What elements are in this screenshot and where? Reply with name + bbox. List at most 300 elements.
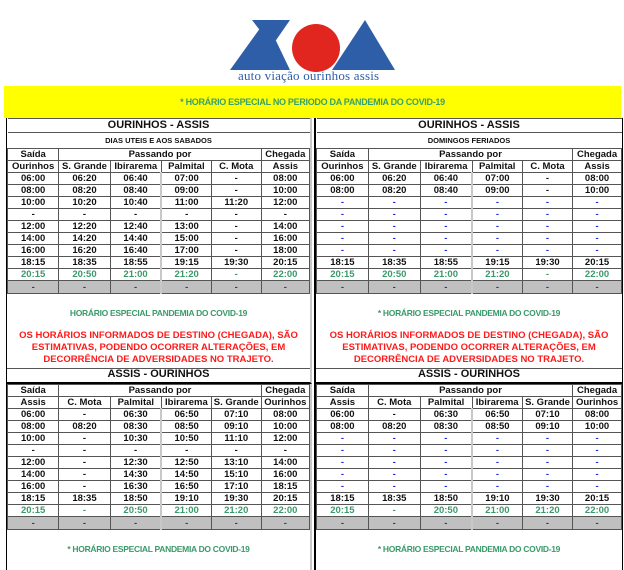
time-cell: 08:20 [368,421,420,433]
table-row [8,493,310,505]
time-cell: - [522,269,572,281]
service-days: DOMINGOS FERIADOS [317,133,622,149]
bottom-note-left [6,530,312,570]
service-days: DIAS UTEIS E AOS SABADOS [8,133,310,149]
time-cell: - [522,221,572,233]
time-cell: 13:10 [211,457,261,469]
time-cell: 20:15 [317,269,369,281]
table-row [317,409,622,421]
time-cell: - [573,281,622,294]
time-cell: 20:15 [261,493,309,505]
stop-header: Ourinhos [317,161,369,173]
time-cell: 06:30 [420,409,472,421]
time-cell: 10:00 [573,421,622,433]
time-cell: 18:50 [110,493,161,505]
time-cell: 21:20 [472,269,522,281]
stop-header: Assis [8,397,59,409]
time-cell: 10:50 [161,433,211,445]
table-row [317,433,622,445]
time-cell: - [161,445,211,457]
time-cell: 18:35 [368,493,420,505]
time-cell: 21:20 [522,505,572,517]
time-cell: 11:00 [161,197,211,209]
time-cell: - [573,433,622,445]
time-cell: - [317,233,369,245]
schedule-assis-ourinhos-weekdays [6,384,312,530]
time-cell: - [420,457,472,469]
time-cell: 09:10 [522,421,572,433]
time-cell: - [420,481,472,493]
time-cell: 10:00 [573,185,622,197]
table-row [8,457,310,469]
time-cell: 12:50 [161,457,211,469]
time-cell: - [522,245,572,257]
time-cell: 13:00 [161,221,211,233]
via-header: Passando por [59,385,261,397]
time-cell: 10:00 [261,421,309,433]
time-cell: - [261,209,309,221]
time-cell: 15:00 [161,233,211,245]
notes-block-right [314,292,623,369]
time-cell: - [110,517,161,530]
time-cell: 08:00 [261,173,309,185]
time-cell: - [8,281,59,294]
time-cell: 08:50 [161,421,211,433]
arrival-header: Chegada [573,385,622,397]
time-cell: - [368,245,420,257]
time-cell: - [211,173,261,185]
table-row [8,257,310,269]
time-cell: - [420,233,472,245]
time-cell: - [472,517,522,530]
time-cell: - [161,209,211,221]
departure-header: Saída [317,149,369,161]
time-cell: 16:50 [161,481,211,493]
stop-header: C. Mota [522,161,572,173]
time-cell: 18:35 [59,493,110,505]
time-cell: 16:00 [8,245,59,257]
time-cell: 16:20 [59,245,110,257]
time-cell: - [317,445,369,457]
time-cell: - [522,457,572,469]
time-cell: 18:55 [420,257,472,269]
departure-header: Saída [317,385,369,397]
time-cell: 16:00 [261,469,309,481]
table-row [317,185,622,197]
time-cell: 18:35 [59,257,110,269]
stop-header: Ourinhos [8,161,59,173]
time-cell: 11:20 [211,197,261,209]
time-cell: 10:30 [110,433,161,445]
stop-header: C. Mota [59,397,110,409]
schedule-assis-ourinhos-sundays [314,384,623,530]
time-cell: - [59,409,110,421]
arrival-estimate-warning: OS HORÁRIOS INFORMADOS DE DESTINO (CHEGADA), SÃO ESTIMATIVAS, PODENDO OCORRER ALTERAÇÕES, EM DECORRÊNCIA DE ADVERSIDADES NO TRAJETO. [19,330,298,365]
time-cell: - [472,233,522,245]
table-row [317,209,622,221]
time-cell: - [472,221,522,233]
time-cell: 07:10 [522,409,572,421]
time-cell: - [368,469,420,481]
time-cell: - [368,281,420,294]
time-cell: - [420,281,472,294]
time-cell: 21:00 [161,505,211,517]
time-cell: - [472,481,522,493]
time-cell: - [317,221,369,233]
schedule-ourinhos-assis-weekdays [6,118,312,294]
time-cell: 18:55 [110,257,161,269]
route-title: OURINHOS - ASSIS [317,119,622,133]
schedule-table [316,118,622,294]
table-row [8,185,310,197]
time-cell: - [317,457,369,469]
time-cell: 14:00 [261,221,309,233]
time-cell: - [317,245,369,257]
time-cell: 17:00 [161,245,211,257]
time-cell: 18:15 [8,257,59,269]
time-cell: - [420,245,472,257]
time-cell: 08:00 [573,173,622,185]
time-cell: 20:15 [317,505,369,517]
stop-header: S. Grande [59,161,110,173]
time-cell: 06:00 [8,409,59,421]
time-cell: - [211,517,261,530]
table-subtitle-row [317,133,622,149]
stop-header: Assis [573,161,622,173]
pandemic-note: HORÁRIO ESPECIAL PANDEMIA DO COVID-19 [69,308,248,318]
time-cell: - [573,209,622,221]
time-cell: 11:10 [211,433,261,445]
time-cell: - [368,445,420,457]
time-cell: 20:15 [8,505,59,517]
stop-header: C. Mota [211,161,261,173]
time-cell: 08:20 [368,185,420,197]
time-cell: - [59,433,110,445]
table-title-row [8,119,310,133]
time-cell: - [368,209,420,221]
header-row-2 [317,397,622,409]
time-cell: 21:20 [211,505,261,517]
table-row [8,481,310,493]
time-cell: 08:20 [59,421,110,433]
time-cell: - [161,517,211,530]
time-cell: - [573,197,622,209]
time-cell: 12:30 [110,457,161,469]
time-cell: 08:00 [317,421,369,433]
time-cell: 16:00 [8,481,59,493]
time-cell: 16:40 [110,245,161,257]
departure-header: Saída [8,149,59,161]
table-row [8,197,310,209]
time-cell: 10:00 [8,197,59,209]
time-cell: 19:30 [522,493,572,505]
table-row [317,269,622,281]
time-cell: - [211,269,261,281]
table-row [317,173,622,185]
departure-header: Saída [8,385,59,397]
table-row [8,245,310,257]
time-cell: 18:00 [261,245,309,257]
stop-header: Palmital [161,161,211,173]
table-row [317,493,622,505]
stop-header: Palmital [472,161,522,173]
time-cell: 12:00 [8,221,59,233]
time-cell: - [522,185,572,197]
table-row [317,445,622,457]
via-header: Passando por [368,385,572,397]
time-cell: - [59,457,110,469]
time-cell: 18:15 [317,493,369,505]
time-cell: 20:15 [573,493,622,505]
time-cell: - [211,185,261,197]
stop-header: Ourinhos [573,397,622,409]
time-cell: - [472,433,522,445]
time-cell: 10:40 [110,197,161,209]
stop-header: Ibirarema [420,161,472,173]
time-cell: 18:50 [420,493,472,505]
header-row-1 [8,385,310,397]
time-cell: - [522,481,572,493]
time-cell: 09:00 [161,185,211,197]
time-cell: 14:20 [59,233,110,245]
stop-header: Ourinhos [261,397,309,409]
time-cell: - [59,281,110,294]
time-cell: - [261,281,309,294]
time-cell: 08:20 [59,185,110,197]
table-row [8,409,310,421]
table-row [8,445,310,457]
time-cell: 21:00 [420,269,472,281]
time-cell: 07:00 [472,173,522,185]
table-row [317,421,622,433]
time-cell: 20:50 [368,269,420,281]
time-cell: 22:00 [573,505,622,517]
time-cell: - [59,445,110,457]
time-cell: - [368,517,420,530]
header-row-2 [8,397,310,409]
table-row [317,505,622,517]
table-row [8,505,310,517]
time-cell: - [59,209,110,221]
time-cell: 08:00 [8,421,59,433]
time-cell: 08:40 [420,185,472,197]
schedule-table [7,384,310,530]
time-cell: 14:00 [8,233,59,245]
time-cell: - [368,233,420,245]
time-cell: 10:00 [8,433,59,445]
time-cell: - [317,197,369,209]
time-cell: - [522,209,572,221]
stop-header: Assis [317,397,369,409]
schedule-table [7,118,310,294]
time-cell: - [8,517,59,530]
time-cell: 19:30 [522,257,572,269]
time-cell: - [472,245,522,257]
time-cell: 06:50 [472,409,522,421]
stop-header: S. Grande [368,161,420,173]
logo-triangle-right [332,20,395,70]
arrival-header: Chegada [261,149,309,161]
time-cell: - [211,445,261,457]
time-cell: - [317,433,369,445]
table-row [317,257,622,269]
header-row-2 [8,161,310,173]
time-cell: - [573,517,622,530]
time-cell: - [472,209,522,221]
time-cell: - [8,445,59,457]
time-cell: - [59,481,110,493]
time-cell: 20:50 [110,505,161,517]
time-cell: - [420,197,472,209]
time-cell: - [211,209,261,221]
table-row [317,481,622,493]
arrival-header: Chegada [573,149,622,161]
time-cell: 21:00 [472,505,522,517]
time-cell: 08:50 [472,421,522,433]
via-header: Passando por [368,149,572,161]
time-cell: 14:30 [110,469,161,481]
time-cell: - [368,433,420,445]
time-cell: 18:15 [317,257,369,269]
time-cell: 08:00 [317,185,369,197]
time-cell: 20:50 [420,505,472,517]
time-cell: 07:00 [161,173,211,185]
time-cell: 09:00 [472,185,522,197]
time-cell: - [472,469,522,481]
time-cell: - [211,221,261,233]
time-cell: 16:30 [110,481,161,493]
time-cell: 14:00 [261,457,309,469]
time-cell: 08:30 [420,421,472,433]
time-cell: - [573,457,622,469]
route-title: OURINHOS - ASSIS [8,119,310,133]
header-row-2 [317,161,622,173]
time-cell: - [261,445,309,457]
header-row-1 [317,149,622,161]
time-cell: 12:40 [110,221,161,233]
table-row [8,517,310,530]
pandemic-note: * HORÁRIO ESPECIAL PANDEMIA DO COVID-19 [67,544,250,554]
table-row [8,233,310,245]
time-cell: - [110,209,161,221]
time-cell: 08:00 [573,409,622,421]
time-cell: - [211,281,261,294]
time-cell: 20:15 [261,257,309,269]
pandemic-banner [4,86,621,118]
table-row [8,469,310,481]
time-cell: - [59,517,110,530]
banner-text: * HORÁRIO ESPECIAL NO PERIODO DA PANDEMIA DO COVID-19 [180,97,445,107]
time-cell: 12:00 [8,457,59,469]
time-cell: - [161,281,211,294]
time-cell: - [368,505,420,517]
bottom-note-right [314,530,623,570]
time-cell: 22:00 [573,269,622,281]
time-cell: 20:15 [573,257,622,269]
time-cell: 14:00 [8,469,59,481]
time-cell: 18:35 [368,257,420,269]
time-cell: 19:15 [161,257,211,269]
table-subtitle-row [8,133,310,149]
table-row [317,233,622,245]
time-cell: - [573,469,622,481]
time-cell: - [317,517,369,530]
time-cell: - [368,457,420,469]
time-cell: - [59,505,110,517]
arrival-estimate-warning: OS HORÁRIOS INFORMADOS DE DESTINO (CHEGADA), SÃO ESTIMATIVAS, PODENDO OCORRER ALTERAÇÕES, EM DECORRÊNCIA DE ADVERSIDADES NO TRAJETO. [329,330,609,365]
time-cell: 19:30 [211,493,261,505]
time-cell: 08:30 [110,421,161,433]
time-cell: - [368,197,420,209]
stop-header: Palmital [110,397,161,409]
stop-header: Ibirarema [472,397,522,409]
table-title-row [317,119,622,133]
time-cell: - [110,445,161,457]
time-cell: 08:00 [261,409,309,421]
table-row [8,173,310,185]
time-cell: 19:15 [472,257,522,269]
time-cell: 18:15 [261,481,309,493]
time-cell: - [110,281,161,294]
time-cell: 06:00 [317,409,369,421]
time-cell: - [522,445,572,457]
time-cell: - [368,221,420,233]
header-row-1 [8,149,310,161]
time-cell: - [211,245,261,257]
time-cell: - [420,221,472,233]
stop-header: S. Grande [522,397,572,409]
time-cell: - [522,517,572,530]
time-cell: 12:20 [59,221,110,233]
time-cell: 09:10 [211,421,261,433]
via-header: Passando por [59,149,261,161]
time-cell: - [573,481,622,493]
section-title-assis-ourinhos-right: ASSIS - OURINHOS [314,368,623,384]
table-row [317,469,622,481]
time-cell: 06:00 [8,173,59,185]
pandemic-note: * HORÁRIO ESPECIAL PANDEMIA DO COVID-19 [377,308,561,318]
time-cell: - [522,233,572,245]
notes-block-left [6,292,312,369]
schedule-ourinhos-assis-sundays [314,118,623,294]
schedule-table [316,384,622,530]
time-cell: - [472,197,522,209]
time-cell: - [8,209,59,221]
time-cell: - [317,469,369,481]
time-cell: - [522,469,572,481]
time-cell: 21:00 [110,269,161,281]
time-cell: - [317,281,369,294]
time-cell: 14:40 [110,233,161,245]
time-cell: 22:00 [261,269,309,281]
stop-header: S. Grande [211,397,261,409]
time-cell: 19:10 [472,493,522,505]
time-cell: 12:00 [261,197,309,209]
time-cell: - [261,517,309,530]
time-cell: 06:30 [110,409,161,421]
time-cell: 07:10 [211,409,261,421]
time-cell: 06:40 [110,173,161,185]
table-row [317,245,622,257]
time-cell: - [472,457,522,469]
time-cell: 08:00 [8,185,59,197]
time-cell: - [522,281,572,294]
time-cell: 20:15 [8,269,59,281]
time-cell: 06:50 [161,409,211,421]
time-cell: - [211,233,261,245]
time-cell: 21:20 [161,269,211,281]
time-cell: 06:20 [368,173,420,185]
